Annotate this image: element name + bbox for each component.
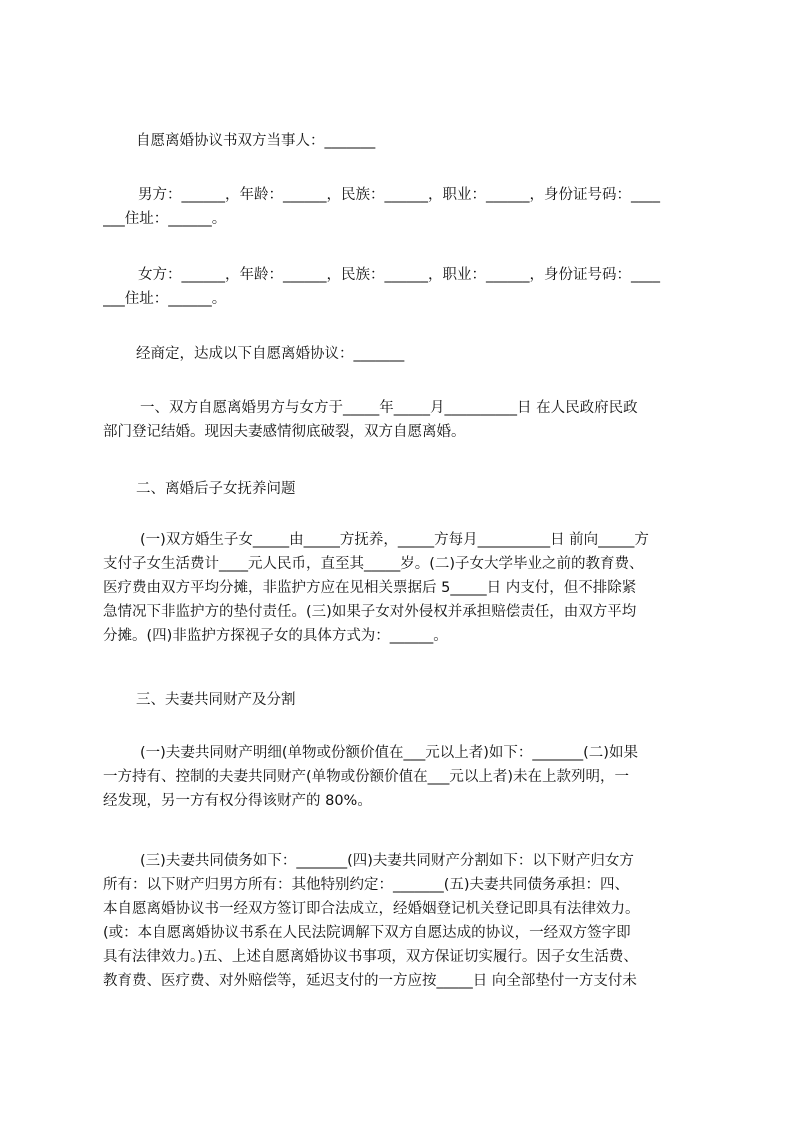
section-3-more-line-4: (或：本自愿离婚协议书系在人民法院调解下双方自愿达成的协议，一经双方签字即 xyxy=(103,925,631,941)
section-2-line-2: 支付子女生活费计____元人民币，直至其_____岁。(二)子女大学毕业之前的教育费、 xyxy=(103,556,644,572)
consensus-text: 经商定，达成以下自愿离婚协议：_______ xyxy=(136,346,405,362)
section-3-more-line-6: 教育费、医疗费、对外赔偿等，延迟支付的一方应按_____日 向全部垫付一方支付未 xyxy=(103,973,637,989)
male-info-line-1: 男方：______，年龄：______，民族：______，职业：______，身份证号码：____ xyxy=(138,187,660,203)
section-3-more-line-1: (三)夫妻共同债务如下：_______(四)夫妻共同财产分割如下：以下财产归女方 xyxy=(140,853,634,869)
male-party-info xyxy=(103,183,705,231)
consensus-statement xyxy=(103,342,705,366)
section-2-heading-text: 二、离婚后子女抚养问题 xyxy=(136,481,296,497)
section-3-more-line-2: 所有：以下财产归男方所有：其他特别约定：_______(五)夫妻共同债务承担：四、 xyxy=(103,877,630,893)
section-2-line-5: 分摊。(四)非监护方探视子女的具体方式为：______。 xyxy=(103,628,448,644)
section-2-body xyxy=(103,528,705,648)
section-1-line-1: 一、双方自愿离婚男方与女方于_____年_____月__________日 在人民政府民政 xyxy=(140,400,638,416)
section-3-heading-text: 三、夫妻共同财产及分割 xyxy=(136,692,296,708)
section-1-line-2: 部门登记结婚。现因夫妻感情彻底破裂，双方自愿离婚。 xyxy=(103,424,466,440)
female-info-line-2: ___住址：______。 xyxy=(103,291,227,307)
section-3-line-2: 一方持有、控制的夫妻共同财产(单物或份额价值在___元以上者)未在上款列明，一 xyxy=(103,769,630,785)
section-3-more-line-5: 具有法律效力。)五、上述自愿离婚协议书事项，双方保证切实履行。因子女生活费、 xyxy=(103,949,638,965)
agreement-title-line xyxy=(103,129,705,153)
female-info-line-1: 女方：______，年龄：______，民族：______，职业：______，身份证号码：____ xyxy=(138,267,660,283)
section-3-line-1: (一)夫妻共同财产明细(单物或份额价值在___元以上者)如下：_______(二)如果 xyxy=(140,745,638,761)
female-party-info xyxy=(103,263,705,311)
title-text: 自愿离婚协议书双方当事人：_______ xyxy=(136,133,376,149)
section-3-line-3: 经发现，另一方有权分得该财产的 80%。 xyxy=(103,793,372,809)
section-3-more-line-3: 本自愿离婚协议书一经双方签订即合法成立，经婚姻登记机关登记即具有法律效力。 xyxy=(103,901,640,917)
section-3-continued xyxy=(103,849,705,993)
section-2-heading xyxy=(103,477,705,501)
section-2-line-3: 医疗费由双方平均分摊，非监护方应在见相关票据后 5_____日 内支付，但不排除紧 xyxy=(103,580,637,596)
section-2-line-1: (一)双方婚生子女_____由_____方抚养，_____方每月__________日 前向_____方 xyxy=(140,532,649,548)
section-3-heading xyxy=(103,688,705,712)
section-2-line-4: 急情况下非监护方的垫付责任。(三)如果子女对外侵权并承担赔偿责任，由双方平均 xyxy=(103,604,637,620)
section-1-marriage-registration xyxy=(103,396,705,444)
male-info-line-2: ___住址：______。 xyxy=(103,211,227,227)
section-3-body xyxy=(103,741,705,813)
